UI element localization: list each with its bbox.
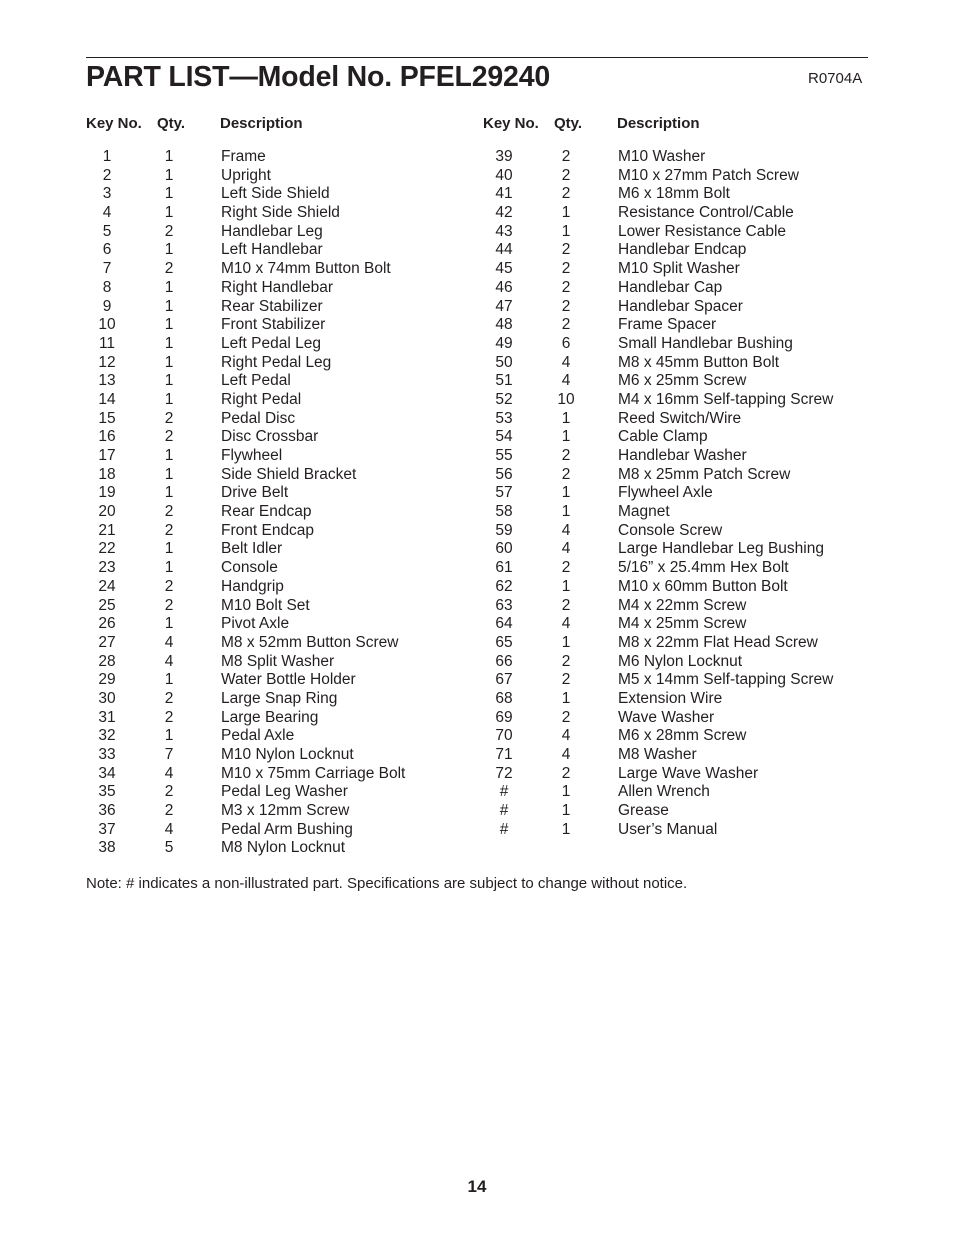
part-key-number: 26	[98, 615, 116, 633]
part-description: Pedal Leg Washer	[221, 783, 348, 801]
part-description: Allen Wrench	[618, 783, 710, 801]
part-description: Magnet	[618, 503, 670, 521]
part-key-number: 66	[495, 652, 513, 670]
part-key-number: 70	[495, 727, 513, 745]
part-key-number: 50	[495, 353, 513, 371]
part-key-number: 1	[102, 148, 112, 165]
part-quantity: 2	[561, 316, 571, 334]
part-quantity: 2	[164, 802, 174, 820]
part-key-number: 49	[495, 334, 513, 352]
part-description: Right Pedal Leg	[221, 353, 332, 371]
header-desc-right: Description	[617, 115, 700, 132]
part-description: Console	[221, 559, 278, 577]
part-quantity: 1	[561, 409, 571, 427]
part-key-number: #	[499, 783, 509, 801]
part-key-number: 57	[495, 484, 513, 502]
part-description: M6 x 28mm Screw	[618, 727, 747, 745]
part-key-number: 35	[98, 783, 116, 801]
part-quantity: 2	[164, 260, 174, 278]
part-quantity: 2	[561, 278, 571, 296]
part-quantity: 7	[164, 746, 174, 763]
part-description: M6 x 25mm Screw	[618, 372, 747, 390]
part-quantity: 2	[561, 708, 571, 726]
part-description: M4 x 22mm Screw	[618, 596, 747, 614]
part-description: Large Bearing	[221, 708, 319, 726]
part-description: M4 x 16mm Self-tapping Screw	[618, 390, 834, 408]
part-description: Pedal Arm Bushing	[221, 820, 353, 838]
part-quantity: 2	[164, 689, 174, 707]
part-description: Handlebar Cap	[618, 278, 723, 296]
part-quantity: 2	[164, 409, 174, 427]
part-quantity: 2	[164, 577, 174, 595]
part-quantity: 2	[561, 148, 571, 165]
part-quantity: 4	[561, 727, 571, 745]
part-key-number: 2	[102, 166, 112, 184]
part-description: Disc Crossbar	[221, 428, 319, 446]
part-description: Pivot Axle	[221, 615, 290, 633]
part-quantity: 2	[561, 447, 571, 464]
part-quantity: 1	[164, 484, 174, 502]
part-key-number: 63	[495, 596, 513, 614]
part-description: M10 x 74mm Button Bolt	[221, 260, 391, 278]
part-quantity: 4	[561, 372, 571, 390]
part-key-number: 7	[102, 260, 112, 278]
part-quantity: 1	[561, 802, 571, 820]
part-key-number: 17	[98, 447, 116, 464]
part-quantity: 1	[164, 334, 174, 352]
part-quantity: 1	[164, 615, 174, 633]
part-quantity: 1	[164, 241, 174, 259]
part-key-number: 15	[98, 409, 116, 427]
part-description: M10 x 75mm Carriage Bolt	[221, 764, 406, 782]
part-key-number: 62	[495, 577, 513, 595]
part-key-number: 38	[98, 839, 116, 857]
part-description: Right Handlebar	[221, 278, 334, 296]
part-key-number: 16	[98, 428, 116, 446]
part-key-number: 46	[495, 278, 513, 296]
part-description: M8 x 25mm Patch Screw	[618, 465, 791, 483]
part-description: Console Screw	[618, 521, 723, 539]
part-description: Belt Idler	[221, 540, 283, 558]
part-key-number: 24	[98, 577, 116, 595]
part-key-number: 18	[98, 465, 116, 483]
part-description: Right Pedal	[221, 390, 302, 408]
part-description: M8 Split Washer	[221, 652, 335, 670]
part-quantity: 4	[164, 633, 174, 651]
part-description: Handlebar Washer	[618, 447, 747, 464]
part-key-number: 8	[102, 278, 112, 296]
part-description: Right Side Shield	[221, 204, 340, 222]
part-key-number: 67	[495, 671, 513, 689]
part-description: Resistance Control/Cable	[618, 204, 794, 222]
header-qty-left: Qty.	[157, 115, 186, 132]
part-description: Rear Endcap	[221, 503, 312, 521]
part-description: Pedal Disc	[221, 409, 296, 427]
header-desc-left: Description	[220, 115, 303, 132]
part-quantity: 1	[561, 783, 571, 801]
part-description: Lower Resistance Cable	[618, 222, 787, 240]
part-quantity: 2	[164, 521, 174, 539]
part-key-number: 54	[495, 428, 513, 446]
part-key-number: 47	[495, 297, 513, 315]
part-key-number: 30	[98, 689, 116, 707]
part-quantity: 2	[561, 671, 571, 689]
part-key-number: 41	[495, 185, 513, 203]
part-quantity: 1	[164, 727, 174, 745]
part-quantity: 1	[561, 222, 571, 240]
part-key-number: 13	[98, 372, 116, 390]
part-quantity: 1	[164, 559, 174, 577]
part-quantity: 1	[164, 297, 174, 315]
part-description: Flywheel	[221, 447, 283, 464]
part-quantity: 2	[561, 297, 571, 315]
part-key-number: 6	[102, 241, 112, 259]
part-quantity: 1	[164, 278, 174, 296]
part-description: Pedal Axle	[221, 727, 295, 745]
part-key-number: 52	[495, 390, 513, 408]
page-title: PART LIST—Model No. PFEL29240	[86, 61, 550, 93]
part-quantity: 1	[164, 671, 174, 689]
part-key-number: 53	[495, 409, 513, 427]
part-description: M6 x 18mm Bolt	[618, 185, 730, 203]
part-quantity: 2	[164, 222, 174, 240]
part-quantity: 1	[164, 447, 174, 464]
part-quantity: 4	[164, 652, 174, 670]
part-description: Extension Wire	[618, 689, 723, 707]
part-key-number: 12	[98, 353, 116, 371]
part-quantity: 1	[561, 428, 571, 446]
part-key-number: 27	[98, 633, 116, 651]
header-key-right: Key No.	[483, 115, 539, 132]
part-key-number: 51	[495, 372, 513, 390]
part-quantity: 1	[164, 390, 174, 408]
part-quantity: 4	[561, 615, 571, 633]
top-rule	[86, 57, 868, 58]
part-quantity: 4	[164, 764, 174, 782]
part-description: Left Pedal	[221, 372, 291, 390]
part-quantity: 2	[561, 241, 571, 259]
part-quantity: 4	[561, 540, 571, 558]
part-description: Wave Washer	[618, 708, 715, 726]
part-key-number: 10	[98, 316, 116, 334]
part-key-number: 39	[495, 148, 513, 165]
part-description: M10 Bolt Set	[221, 596, 310, 614]
part-key-number: #	[499, 802, 509, 820]
part-quantity: 1	[561, 577, 571, 595]
part-key-number: #	[499, 820, 509, 838]
part-description: M6 Nylon Locknut	[618, 652, 743, 670]
header-qty-right: Qty.	[554, 115, 583, 132]
part-key-number: 72	[495, 764, 513, 782]
part-key-number: 36	[98, 802, 116, 820]
part-quantity: 2	[561, 764, 571, 782]
part-description: Water Bottle Holder	[221, 671, 356, 689]
part-key-number: 65	[495, 633, 513, 651]
part-key-number: 21	[98, 521, 116, 539]
header-key-left: Key No.	[86, 115, 142, 132]
part-quantity: 2	[561, 166, 571, 184]
part-quantity: 1	[561, 503, 571, 521]
part-quantity: 2	[561, 260, 571, 278]
part-description: Handlebar Endcap	[618, 241, 747, 259]
part-description: Handlebar Leg	[221, 222, 323, 240]
part-quantity: 2	[561, 185, 571, 203]
part-quantity: 4	[561, 521, 571, 539]
part-description: Large Snap Ring	[221, 689, 338, 707]
part-description: Flywheel Axle	[618, 484, 713, 502]
part-quantity: 1	[561, 484, 571, 502]
part-description: Left Side Shield	[221, 185, 330, 203]
part-quantity: 4	[561, 746, 571, 763]
part-description: Frame Spacer	[618, 316, 717, 334]
part-quantity: 1	[561, 204, 571, 222]
part-description: Left Handlebar	[221, 241, 323, 259]
part-key-number: 23	[98, 559, 116, 577]
part-description: Small Handlebar Bushing	[618, 334, 793, 352]
part-description: Upright	[221, 166, 271, 184]
part-quantity: 2	[164, 428, 174, 446]
part-key-number: 42	[495, 204, 513, 222]
part-key-number: 5	[102, 222, 112, 240]
part-key-number: 64	[495, 615, 513, 633]
part-quantity: 2	[164, 783, 174, 801]
part-key-number: 25	[98, 596, 116, 614]
part-description: Large Wave Washer	[618, 764, 759, 782]
part-description: Handlebar Spacer	[618, 297, 743, 315]
part-description: M4 x 25mm Screw	[618, 615, 747, 633]
part-key-number: 58	[495, 503, 513, 521]
part-key-number: 22	[98, 540, 116, 558]
part-quantity: 2	[561, 465, 571, 483]
part-key-number: 37	[98, 820, 116, 838]
part-key-number: 40	[495, 166, 513, 184]
part-key-number: 71	[495, 746, 513, 763]
part-description: M10 x 27mm Patch Screw	[618, 166, 799, 184]
part-quantity: 1	[561, 820, 571, 838]
part-description: M8 x 52mm Button Screw	[221, 633, 399, 651]
part-description: Handgrip	[221, 577, 284, 595]
part-key-number: 11	[98, 334, 116, 352]
part-description: M8 Washer	[618, 746, 697, 763]
part-key-number: 28	[98, 652, 116, 670]
part-quantity: 1	[164, 465, 174, 483]
part-quantity: 1	[164, 148, 174, 165]
part-quantity: 1	[561, 689, 571, 707]
part-description: M10 Nylon Locknut	[221, 746, 354, 763]
part-key-number: 61	[495, 559, 513, 577]
part-key-number: 9	[102, 297, 112, 315]
part-key-number: 45	[495, 260, 513, 278]
part-quantity: 1	[164, 204, 174, 222]
part-description: Grease	[618, 802, 669, 820]
footnote: Note: # indicates a non-illustrated part. Specifications are subject to change without notice.	[86, 875, 688, 892]
part-key-number: 19	[98, 484, 116, 502]
part-quantity: 2	[164, 596, 174, 614]
part-quantity: 1	[561, 633, 571, 651]
part-quantity: 6	[561, 334, 571, 352]
part-key-number: 68	[495, 689, 513, 707]
part-key-number: 14	[98, 390, 116, 408]
part-quantity: 2	[164, 708, 174, 726]
part-key-number: 60	[495, 540, 513, 558]
part-description: 5/16” x 25.4mm Hex Bolt	[618, 559, 789, 577]
part-description: Left Pedal Leg	[221, 334, 321, 352]
part-description: Front Stabilizer	[221, 316, 326, 334]
part-description: Large Handlebar Leg Bushing	[618, 540, 824, 558]
part-quantity: 1	[164, 372, 174, 390]
part-quantity: 2	[561, 596, 571, 614]
part-quantity: 1	[164, 353, 174, 371]
part-key-number: 3	[102, 185, 112, 203]
part-description: Drive Belt	[221, 484, 289, 502]
part-description: M3 x 12mm Screw	[221, 802, 350, 820]
part-key-number: 29	[98, 671, 116, 689]
part-key-number: 48	[495, 316, 513, 334]
part-quantity: 5	[164, 839, 174, 857]
part-key-number: 20	[98, 503, 116, 521]
part-description: M5 x 14mm Self-tapping Screw	[618, 671, 834, 689]
part-quantity: 2	[561, 652, 571, 670]
part-key-number: 31	[98, 708, 116, 726]
part-description: Side Shield Bracket	[221, 465, 357, 483]
part-quantity: 1	[164, 185, 174, 203]
part-quantity: 2	[561, 559, 571, 577]
part-quantity: 4	[561, 353, 571, 371]
page-number: 14	[467, 1177, 487, 1196]
part-key-number: 56	[495, 465, 513, 483]
part-description: M10 Split Washer	[618, 260, 740, 278]
part-quantity: 1	[164, 316, 174, 334]
part-description: Rear Stabilizer	[221, 297, 323, 315]
part-description: User’s Manual	[618, 820, 718, 838]
part-key-number: 55	[495, 447, 513, 464]
part-quantity: 4	[164, 820, 174, 838]
part-description: M8 x 45mm Button Bolt	[618, 353, 780, 371]
part-description: M8 Nylon Locknut	[221, 839, 346, 857]
part-key-number: 44	[495, 241, 513, 259]
part-key-number: 69	[495, 708, 513, 726]
part-quantity: 2	[164, 503, 174, 521]
part-description: Reed Switch/Wire	[618, 409, 742, 427]
part-key-number: 59	[495, 521, 513, 539]
part-key-number: 4	[102, 204, 112, 222]
part-quantity: 1	[164, 166, 174, 184]
part-key-number: 34	[98, 764, 116, 782]
part-description: M8 x 22mm Flat Head Screw	[618, 633, 818, 651]
part-description: M10 x 60mm Button Bolt	[618, 577, 788, 595]
part-description: Front Endcap	[221, 521, 315, 539]
part-key-number: 32	[98, 727, 116, 745]
part-description: M10 Washer	[618, 148, 706, 165]
part-key-number: 43	[495, 222, 513, 240]
part-description: Cable Clamp	[618, 428, 708, 446]
document-code: R0704A	[808, 70, 863, 87]
part-quantity: 1	[164, 540, 174, 558]
part-description: Frame	[221, 148, 266, 165]
part-quantity: 10	[557, 390, 575, 408]
part-key-number: 33	[98, 746, 116, 763]
